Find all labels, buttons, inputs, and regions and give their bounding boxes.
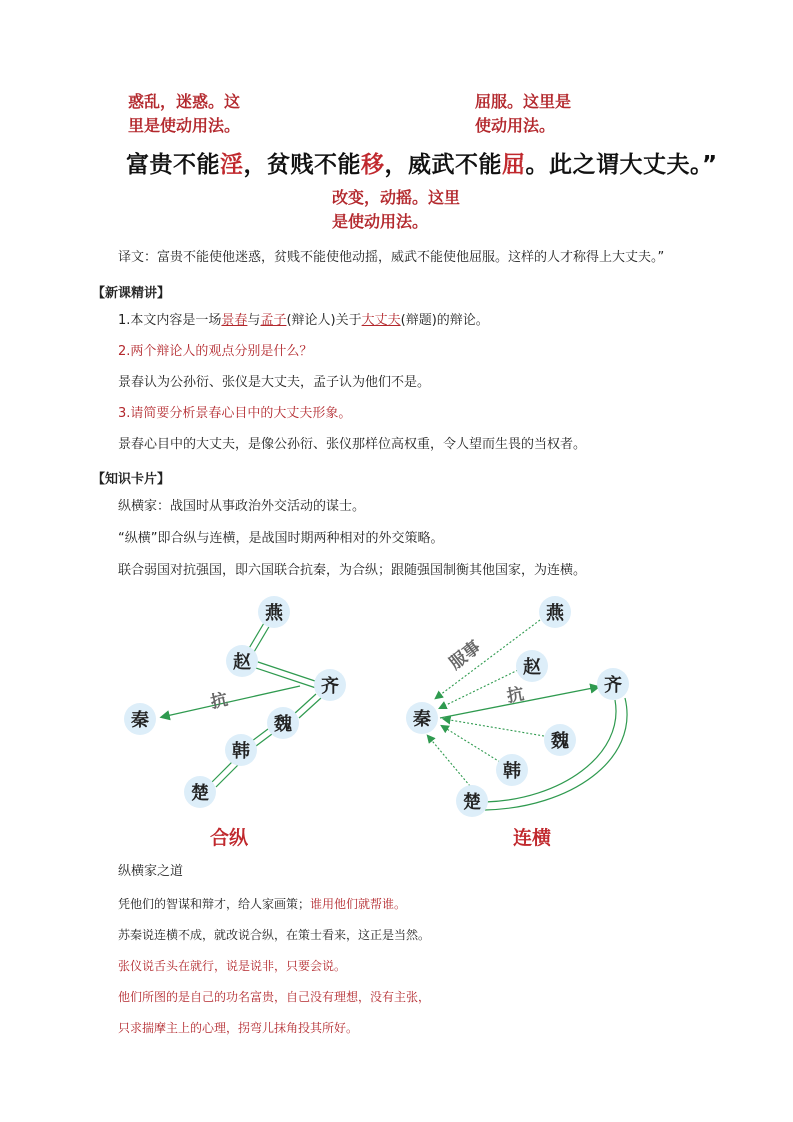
card-line-3: 联合弱国对抗强国，即六国联合抗秦，为合纵；跟随强国制衡其他国家，为连横。 xyxy=(118,563,587,578)
text: 1.本文内容是一场 xyxy=(118,313,222,328)
underlined-dazhangfu: 大丈夫 xyxy=(361,313,401,328)
question-2: 2.两个辩论人的观点分别是什么？ xyxy=(118,344,313,359)
alliance-link-yan-zhao xyxy=(248,623,270,652)
section-heading-way: 纵横家之道 xyxy=(118,864,184,879)
way-text: 凭他们的智谋和辩才，给人家画策； xyxy=(118,897,311,911)
card-line-2: “纵横”即合纵与连横，是战国时期两种相对的外交策略。 xyxy=(118,531,444,546)
quote-part: ，威武不能 xyxy=(384,152,502,178)
note-line: 惑乱，迷惑。这 xyxy=(128,92,241,111)
arrow-han-qin xyxy=(442,726,500,762)
quote-part: 富贵不能 xyxy=(126,152,220,178)
way-line-4: 他们所图的是自己的功名富贵，自己没有理想，没有主张， xyxy=(118,990,431,1004)
alliance-link-zhao-qi xyxy=(253,661,318,688)
state-label: 韩 xyxy=(232,741,250,762)
alliance-link-han-chu xyxy=(211,761,238,787)
state-label: 齐 xyxy=(321,676,339,697)
text: (辩论人)关于 xyxy=(286,313,362,328)
way-line-2: 苏秦说连横不成，就改说合纵，在策士看来，这正是当然。 xyxy=(118,928,431,942)
state-label: 齐 xyxy=(604,675,622,696)
hezong-caption: 合纵 xyxy=(209,827,249,849)
note-line: 改变，动摇。这里 xyxy=(332,188,461,207)
arrow-wei-qin xyxy=(444,719,544,736)
question-3: 3.请简要分析景春心目中的大丈夫形象。 xyxy=(118,406,352,421)
state-label: 赵 xyxy=(233,652,251,673)
state-label: 韩 xyxy=(503,761,521,782)
answer-3: 景春心目中的大丈夫，是像公孙衍、张仪那样位高权重，令人望而生畏的当权者。 xyxy=(118,437,587,452)
quote-part: 。此之谓大丈夫。” xyxy=(525,152,718,178)
resist-label: 抗 xyxy=(505,684,526,707)
underlined-mengzi: 孟子 xyxy=(260,313,287,328)
section-heading-knowledge-card: 【知识卡片】 xyxy=(92,472,171,487)
state-label: 燕 xyxy=(265,603,283,624)
lianheng-caption: 连横 xyxy=(512,827,552,849)
state-chu xyxy=(184,776,216,808)
state-wei xyxy=(267,707,299,739)
hezong-diagram xyxy=(124,596,346,849)
way-text-red: 谁用他们就帮谁。 xyxy=(310,897,407,911)
note-line: 是使动用法。 xyxy=(332,212,429,231)
note-yi xyxy=(332,186,460,234)
way-line-5: 只求揣摩主上的心理，拐弯儿抹角投其所好。 xyxy=(118,1021,359,1035)
state-yan xyxy=(539,596,571,628)
state-chu xyxy=(456,785,488,817)
note-yin xyxy=(128,90,240,138)
state-label: 燕 xyxy=(546,603,564,624)
way-line-1 xyxy=(118,895,406,912)
text: 与 xyxy=(247,313,261,328)
arrow-chu-qin xyxy=(428,736,470,786)
state-label: 魏 xyxy=(551,731,569,752)
answer-2: 景春认为公孙衍、张仪是大丈夫，孟子认为他们不是。 xyxy=(118,375,431,390)
text: (辩题)的辩论。 xyxy=(400,313,489,328)
item-1 xyxy=(118,311,489,331)
translation: 译文：富贵不能使他迷惑，贫贱不能使他动摇，威武不能使他屈服。这样的人才称得上大丈夫。” xyxy=(118,250,665,265)
quote-part: ，贫贱不能 xyxy=(243,152,361,178)
state-label: 赵 xyxy=(523,657,541,678)
hezong-lianheng-diagram xyxy=(0,590,793,860)
state-zhao xyxy=(226,645,258,677)
state-yan xyxy=(258,596,290,628)
quote-title xyxy=(126,146,718,179)
note-line: 使动用法。 xyxy=(475,116,556,135)
resist-label: 抗 xyxy=(208,689,230,713)
card-line-1: 纵横家：战国时从事政治外交活动的谋士。 xyxy=(118,499,366,514)
state-qi xyxy=(597,668,629,700)
state-label: 楚 xyxy=(463,792,481,813)
state-qi xyxy=(314,669,346,701)
lianheng-diagram xyxy=(406,596,629,849)
state-han xyxy=(225,734,257,766)
state-qin xyxy=(406,702,438,734)
alliance-link-qi-wei xyxy=(294,694,321,718)
state-label: 秦 xyxy=(413,709,431,730)
state-han xyxy=(496,754,528,786)
keyword-qu: 屈 xyxy=(502,152,526,178)
state-label: 秦 xyxy=(131,710,149,731)
serve-label: 服事 xyxy=(445,637,485,674)
state-label: 魏 xyxy=(274,714,292,735)
state-zhao xyxy=(516,650,548,682)
note-line: 里是使动用法。 xyxy=(128,116,241,135)
keyword-yi: 移 xyxy=(361,152,385,178)
note-line: 屈服。这里是 xyxy=(475,92,572,111)
state-wei xyxy=(544,724,576,756)
keyword-yin: 淫 xyxy=(220,152,244,178)
section-heading-new-lesson: 【新课精讲】 xyxy=(92,286,171,301)
note-qu xyxy=(475,90,571,138)
state-label: 楚 xyxy=(191,783,209,804)
state-qin xyxy=(124,703,156,735)
way-line-3: 张仪说舌头在就行，说是说非，只要会说。 xyxy=(118,959,347,973)
underlined-jingchun: 景春 xyxy=(221,313,248,328)
